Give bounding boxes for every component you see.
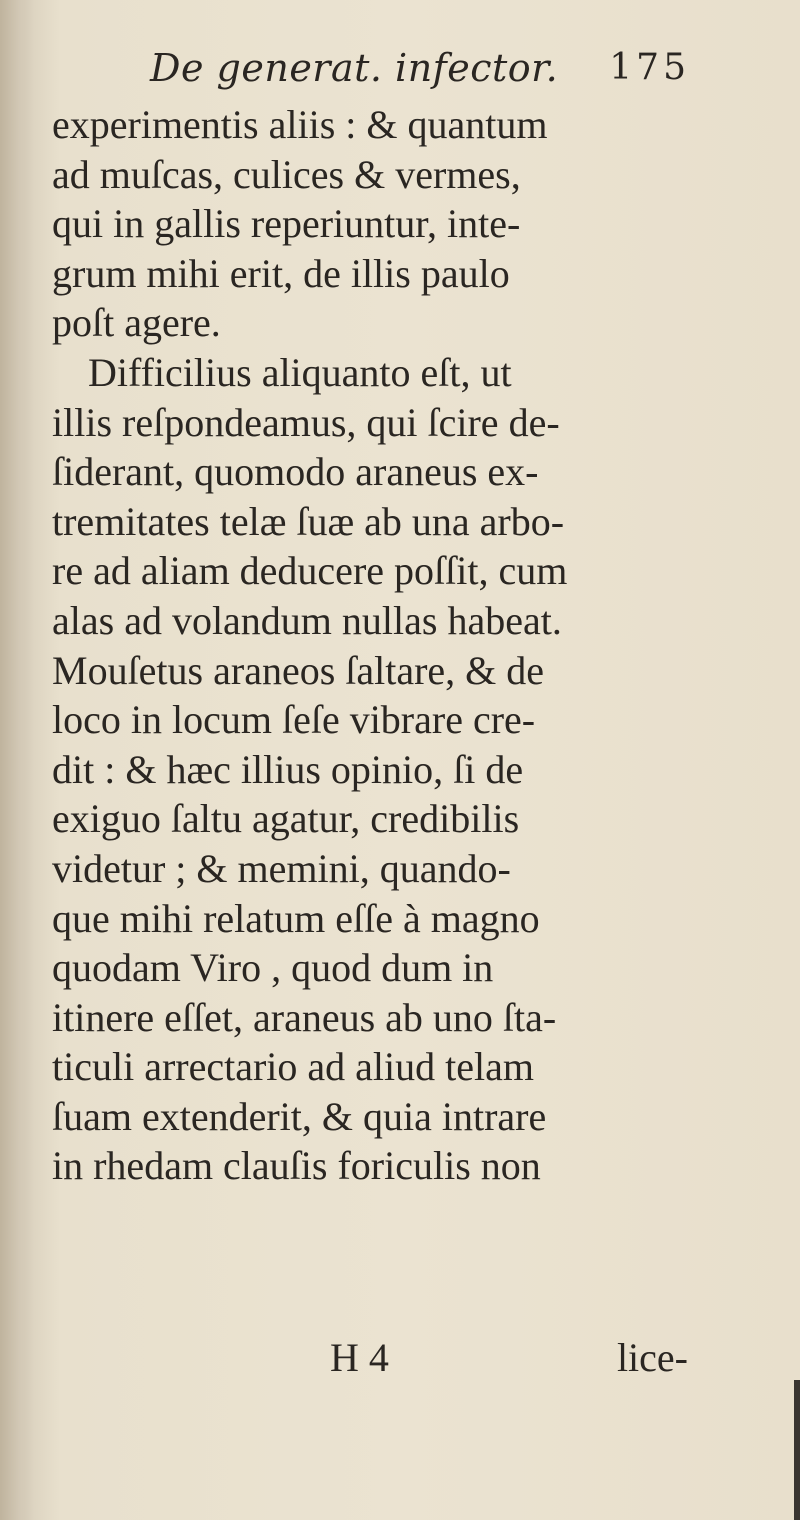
- running-head: De generat. infector.: [150, 46, 559, 90]
- text-line: videtur ; & memini, quando-: [52, 845, 511, 891]
- text-line: ſiderant, quomodo araneus ex-: [52, 449, 539, 495]
- body-text: [52, 100, 712, 1191]
- text-line: exiguo ſaltu agatur, credibilis: [52, 796, 520, 842]
- text-line: re ad aliam deducere poſſit, cum: [52, 548, 568, 594]
- text-line: que mihi relatum eſſe à magno: [52, 895, 540, 941]
- text-line: poſt agere.: [52, 300, 221, 346]
- text-line: illis reſpondeamus, qui ſcire de-: [52, 399, 560, 445]
- text-line: tremitates telæ ſuæ ab una arbo-: [52, 498, 565, 544]
- text-line: Mouſetus araneos ſaltare, & de: [52, 647, 545, 693]
- text-line: grum mihi erit, de illis paulo: [52, 250, 510, 296]
- signature-mark: H 4: [330, 1335, 389, 1380]
- page-number: 175: [609, 47, 690, 88]
- text-line: Difficilius aliquanto eſt, ut: [88, 349, 512, 395]
- text-line: quodam Viro , quod dum in: [52, 945, 494, 991]
- text-line: in rhedam clauſis foriculis non: [52, 1143, 541, 1189]
- text-line: itinere eſſet, araneus ab uno ſta-: [52, 994, 557, 1040]
- text-line: alas ad volandum nullas habeat.: [52, 597, 562, 643]
- page-header: [150, 40, 690, 96]
- text-line: loco in locum ſeſe vibrare cre-: [52, 697, 536, 743]
- text-line: ad muſcas, culices & vermes,: [52, 151, 521, 197]
- text-line: experimentis aliis : & quantum: [52, 102, 548, 147]
- text-line: ſuam extenderit, & quia intrare: [52, 1093, 547, 1139]
- text-line: ticuli arrectario ad aliud telam: [52, 1044, 534, 1090]
- text-line: qui in gallis reperiuntur, inte-: [52, 201, 521, 247]
- page-footer: [330, 1330, 700, 1386]
- gutter-shadow: [0, 0, 34, 1520]
- catchword: lice-: [616, 1335, 688, 1380]
- page-edge: [794, 1380, 800, 1520]
- text-line: dit : & hæc illius opinio, ſi de: [52, 746, 524, 792]
